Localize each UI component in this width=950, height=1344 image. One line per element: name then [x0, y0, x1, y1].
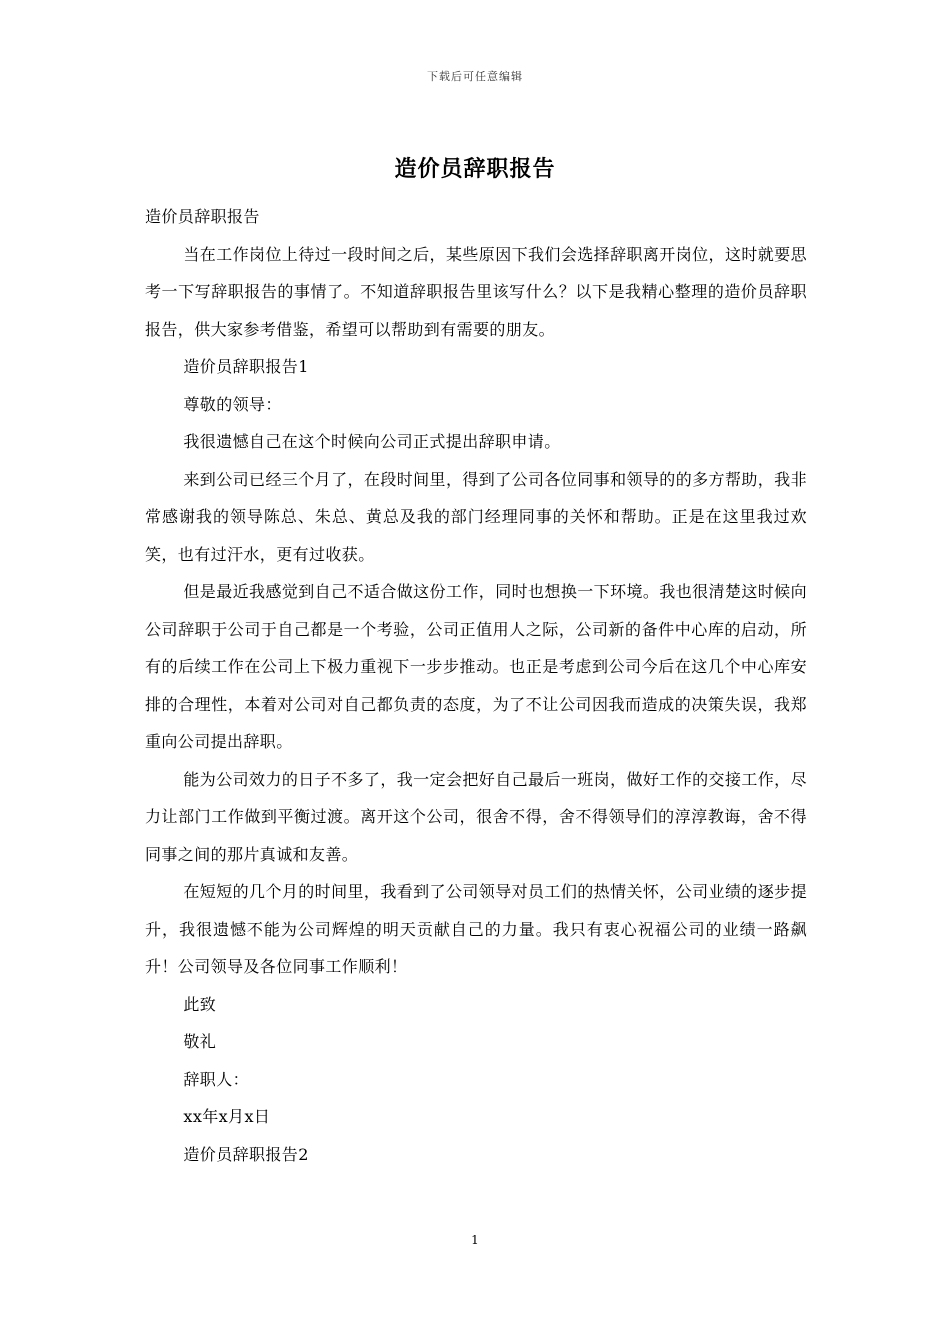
paragraph-subtitle: 造价员辞职报告 [145, 207, 260, 226]
paragraph-body: 我很遗憾自己在这个时候向公司正式提出辞职申请。 [183, 432, 561, 451]
signature-label: 辞职人： [183, 1069, 249, 1089]
page-number: 1 [471, 1233, 479, 1247]
header-note: 下载后可任意编辑 [427, 70, 523, 83]
section-heading-1: 造价员辞职报告1 [183, 357, 309, 376]
paragraph-body: 在短短的几个月的时间里，我看到了公司领导对员工们的热情关怀，公司业绩的逐步提升，我很遗憾不能为公司辉煌的明天贡献自己的力量。我只有衷心祝福公司的业绩一路飙升！公司领导及各位同事工作顺利！ [145, 882, 807, 976]
paragraph-body: 来到公司已经三个月了，在段时间里，得到了公司各位同事和领导的的多方帮助，我非常感谢我的领导陈总、朱总、黄总及我的部门经理同事的关怀和帮助。正是在这里我过欢笑，也有过汗水，更有过收获。 [145, 469, 807, 564]
closing-salute: 敬礼 [183, 1032, 217, 1051]
section-heading-2: 造价员辞职报告2 [183, 1144, 309, 1164]
document-body [145, 198, 807, 1173]
closing-line: 此致 [183, 994, 217, 1014]
paragraph-body: 但是最近我感觉到自己不适合做这份工作，同时也想换一下环境。我也很清楚这时候向公司辞职于公司于自己都是一个考验，公司正值用人之际，公司新的备件中心库的启动，所有的后续工作在公司上下极力重视下一步步推动。也正是考虑到公司今后在这几个中心库安排的合理性，本着对公司对自己都负责的态度，为了不让公司因我而造成的决策失误，我郑重向公司提出辞职。 [145, 582, 807, 751]
paragraph-intro: 当在工作岗位上待过一段时间之后，某些原因下我们会选择辞职离开岗位，这时就要思考一下写辞职报告的事情了。不知道辞职报告里该写什么？以下是我精心整理的造价员辞职报告，供大家参考借鉴，希望可以帮助到有需要的朋友。 [145, 244, 807, 339]
document-title: 造价员辞职报告 [394, 156, 556, 182]
signature-date: xx年x月x日 [183, 1107, 271, 1126]
paragraph-body: 能为公司效力的日子不多了，我一定会把好自己最后一班岗，做好工作的交接工作，尽力让部门工作做到平衡过渡。离开这个公司，很舍不得，舍不得领导们的淳淳教诲，舍不得同事之间的那片真诚和友善。 [145, 769, 807, 864]
salutation: 尊敬的领导： [183, 394, 282, 414]
